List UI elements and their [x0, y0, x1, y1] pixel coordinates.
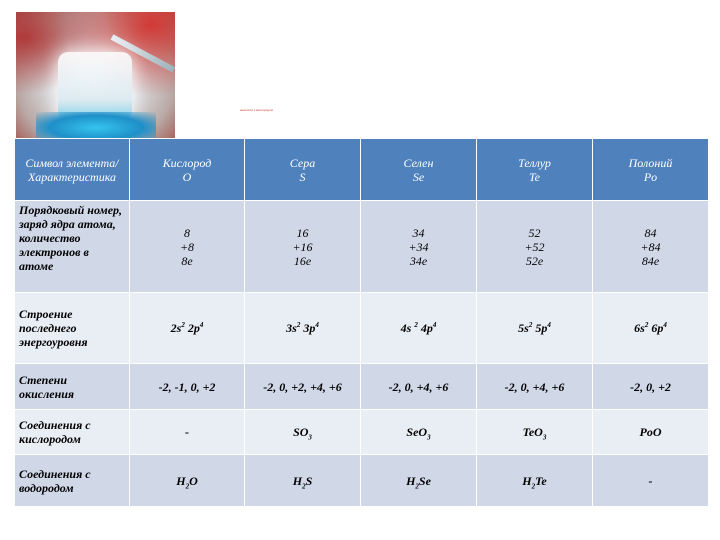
table-cell: $5s^2$ $5p^4$	[477, 293, 593, 364]
table-cell: 16 +16 16е	[245, 201, 361, 293]
chalcogen-table	[14, 138, 709, 507]
header-tellurium	[477, 139, 593, 201]
tiny-caption: аналогии с кислородом	[240, 108, 273, 112]
table-cell: $H_2O$	[130, 455, 245, 507]
blue-liquid	[36, 112, 156, 138]
table-cell: -2, -1, 0, +2	[130, 364, 245, 410]
table-cell: 4s $^2$ $4p^4$	[361, 293, 477, 364]
row-label-config: Строение последнего энергоуровня	[15, 293, 130, 364]
element-symbol: Te	[529, 169, 540, 184]
table-cell: $3s^2$ $3p^4$	[245, 293, 361, 364]
table-cell: -2, 0, +2	[593, 364, 709, 410]
table-cell: 34 +34 34е	[361, 201, 477, 293]
table-cell: 8 +8 8е	[130, 201, 245, 293]
header-row	[15, 139, 709, 201]
table-cell: 52 +52 52е	[477, 201, 593, 293]
table-cell: $H_2Te$	[477, 455, 593, 507]
row-label-oxygen: Соединения с кислородом	[15, 410, 130, 455]
element-name: Сера	[289, 155, 316, 170]
header-selenium	[361, 139, 477, 201]
element-symbol: S	[299, 169, 306, 184]
header-sulfur	[245, 139, 361, 201]
element-symbol: Po	[643, 169, 658, 184]
table-cell: -2, 0, +4, +6	[361, 364, 477, 410]
table-cell: PoO	[593, 410, 709, 455]
header-oxygen	[130, 139, 245, 201]
table-cell: $H_2S$	[245, 455, 361, 507]
row-label-hydrogen: Соединения с водородом	[15, 455, 130, 507]
lab-flask-image	[16, 12, 175, 138]
table-row-config	[15, 293, 709, 364]
table-row-atomic	[15, 201, 709, 293]
element-name: Селен	[403, 155, 434, 170]
table-row-hydrogen	[15, 455, 709, 507]
table-row-oxygen	[15, 410, 709, 455]
table-cell: -2, 0, +4, +6	[477, 364, 593, 410]
row-label-oxidation: Степени окисления	[15, 364, 130, 410]
element-symbol: Se	[412, 169, 425, 184]
header-polonium	[593, 139, 709, 201]
element-name: Теллур	[518, 155, 551, 170]
table-row-oxidation	[15, 364, 709, 410]
row-label-atomic: Порядковый номер, заряд ядра атома, количество электронов в атоме	[15, 201, 130, 293]
table-cell: SeO$_3$	[361, 410, 477, 455]
table-cell: $H_2Se$	[361, 455, 477, 507]
header-characteristic: Символ элемента/ Характеристика	[15, 139, 130, 201]
table-cell: $2s^2$ $2p^4$	[130, 293, 245, 364]
table-cell: $SO_3$	[245, 410, 361, 455]
element-symbol: O	[182, 169, 192, 184]
table-cell: -	[130, 410, 245, 455]
table-cell: -2, 0, +2, +4, +6	[245, 364, 361, 410]
table-cell: -	[593, 455, 709, 507]
table-cell: 84 +84 84е	[593, 201, 709, 293]
element-name: Полоний	[628, 155, 673, 170]
table-cell: $6s^2$ $6p^4$	[593, 293, 709, 364]
table-cell: TeO$_3$	[477, 410, 593, 455]
element-name: Кислород	[162, 155, 212, 170]
